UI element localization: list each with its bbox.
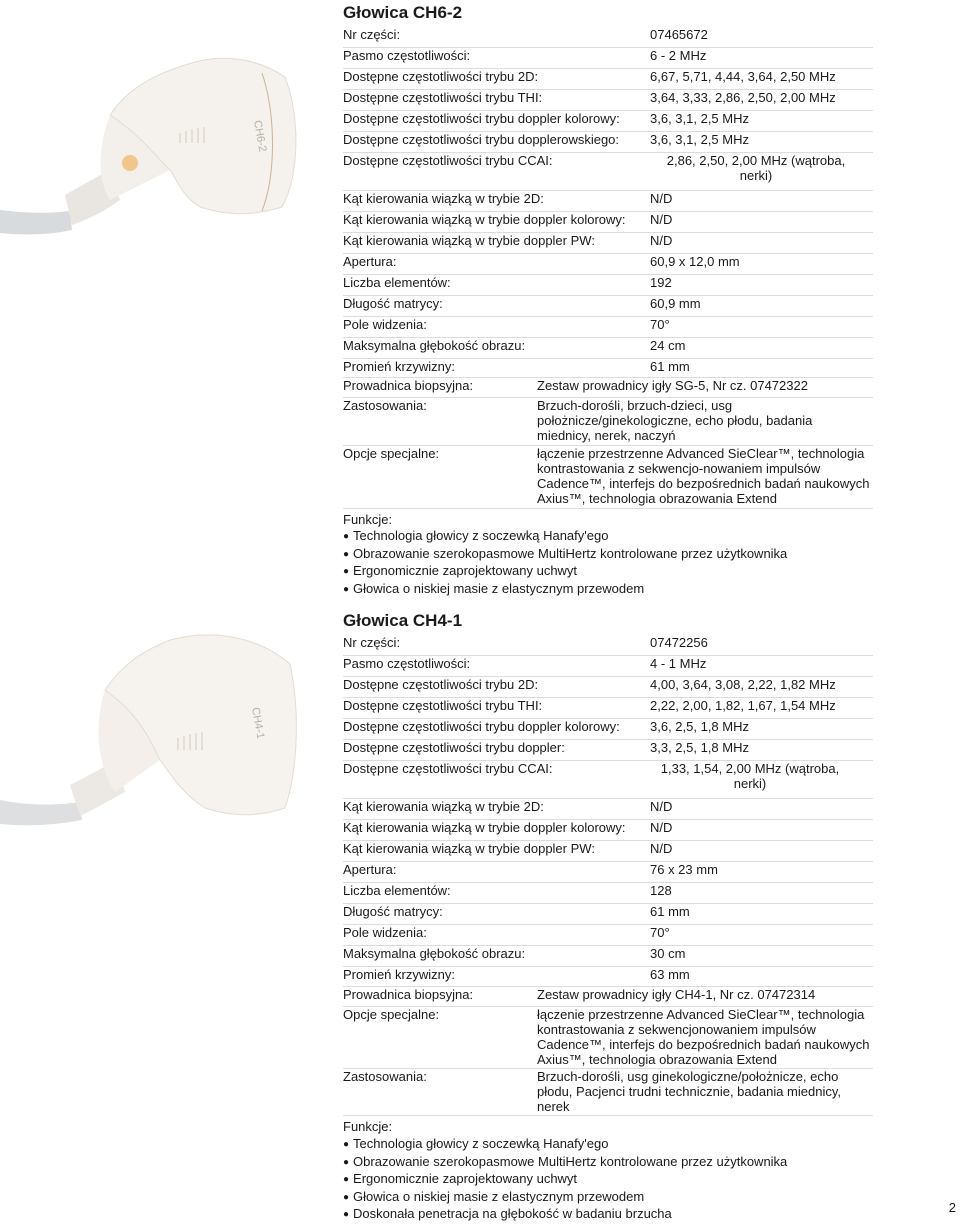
spec-value: 07472256: [650, 635, 708, 650]
section-title: Głowica CH6-2: [343, 3, 463, 22]
spec-row: [343, 656, 873, 677]
spec-row: [343, 359, 873, 378]
probe-illustration: [0, 620, 300, 860]
spec-label: Apertura:: [343, 254, 397, 269]
spec-label: Nr części:: [343, 27, 401, 42]
spec-row: [343, 1007, 873, 1069]
spec-value: Brzuch-dorośli, usg ginekologiczne/położnicze, echo płodu, Pacjenci trudni technicznie, badania miednicy, nerek: [537, 1069, 841, 1114]
spec-label: Pasmo częstotliwości:: [343, 656, 471, 671]
spec-row: [343, 132, 873, 153]
spec-value: N/D: [650, 820, 673, 835]
spec-label: Dostępne częstotliwości trybu doppler:: [343, 740, 565, 755]
spec-label: Liczba elementów:: [343, 275, 451, 290]
list-item: ● Obrazowanie szerokopasmowe MultiHertz kontrolowane przez użytkownika: [343, 546, 787, 564]
list-item: ● Głowica o niskiej masie z elastycznym przewodem: [343, 581, 787, 599]
spec-row: [343, 904, 873, 925]
spec-row: [343, 233, 873, 254]
spec-label: Kąt kierowania wiązką w trybie doppler PW:: [343, 841, 595, 856]
spec-label: Dostępne częstotliwości trybu THI:: [343, 90, 543, 105]
spec-row: [343, 820, 873, 841]
spec-row: [343, 740, 873, 761]
spec-value: N/D: [650, 191, 673, 206]
spec-label: Dostępne częstotliwości trybu 2D:: [343, 677, 539, 692]
spec-label: Opcje specjalne:: [343, 1007, 440, 1022]
spec-label: Dostępne częstotliwości trybu CCAI:: [343, 761, 553, 776]
list-item: ● Technologia głowicy z soczewką Hanafy'ego: [343, 1136, 787, 1154]
spec-label: Maksymalna głębokość obrazu:: [343, 946, 526, 961]
spec-row: [343, 761, 873, 799]
spec-value: 3,3, 2,5, 1,8 MHz: [650, 740, 749, 755]
spec-row: [343, 635, 873, 656]
spec-value: 128: [650, 883, 672, 898]
spec-row: [343, 799, 873, 820]
spec-value: 60,9 mm: [650, 296, 701, 311]
spec-value: Brzuch-dorośli, brzuch-dzieci, usg położnicze/ginekologiczne, echo płodu, badania miednicy, nerek, naczyń: [537, 398, 813, 443]
spec-value: 07465672: [650, 27, 708, 42]
spec-label: Prowadnica biopsyjna:: [343, 378, 474, 393]
spec-value: 60,9 x 12,0 mm: [650, 254, 740, 269]
spec-label: Kąt kierowania wiązką w trybie doppler kolorowy:: [343, 212, 626, 227]
spec-row: [343, 153, 873, 191]
spec-value: 76 x 23 mm: [650, 862, 718, 877]
spec-label: Dostępne częstotliwości trybu doppler kolorowy:: [343, 719, 620, 734]
spec-value: 61 mm: [650, 904, 690, 919]
features-list: [343, 1136, 787, 1224]
spec-label: Dostępne częstotliwości trybu dopplerowskiego:: [343, 132, 620, 147]
spec-label: Apertura:: [343, 862, 397, 877]
features-list: [343, 528, 787, 598]
spec-row: [343, 317, 873, 338]
spec-value: Zestaw prowadnicy igły SG-5, Nr cz. 07472322: [537, 378, 808, 393]
spec-row: [343, 987, 873, 1007]
spec-value: 63 mm: [650, 967, 690, 982]
spec-row: [343, 698, 873, 719]
spec-label: Dostępne częstotliwości trybu CCAI:: [343, 153, 553, 168]
spec-row: [343, 212, 873, 233]
spec-value: Zestaw prowadnicy igły CH4-1, Nr cz. 07472314: [537, 987, 816, 1002]
spec-value: 3,6, 3,1, 2,5 MHz: [650, 132, 749, 147]
spec-value: 30 cm: [650, 946, 686, 961]
spec-label: Kąt kierowania wiązką w trybie doppler PW:: [343, 233, 595, 248]
spec-label: Promień krzywizny:: [343, 359, 455, 374]
spec-row: [343, 254, 873, 275]
spec-label: Maksymalna głębokość obrazu:: [343, 338, 526, 353]
spec-label: Zastosowania:: [343, 1069, 427, 1084]
list-item: ● Głowica o niskiej masie z elastycznym przewodem: [343, 1189, 787, 1207]
spec-label: Kąt kierowania wiązką w trybie doppler kolorowy:: [343, 820, 626, 835]
spec-row: [343, 677, 873, 698]
spec-label: Kąt kierowania wiązką w trybie 2D:: [343, 799, 544, 814]
spec-row: [343, 27, 873, 48]
spec-value: 3,6, 2,5, 1,8 MHz: [650, 719, 749, 734]
spec-row: [343, 883, 873, 904]
spec-label: Prowadnica biopsyjna:: [343, 987, 474, 1002]
spec-value: 6 - 2 MHz: [650, 48, 707, 63]
spec-label: Nr części:: [343, 635, 401, 650]
page-number: 2: [948, 1200, 956, 1215]
spec-row: [343, 90, 873, 111]
spec-row: [343, 1069, 873, 1116]
probe-image-ch4-1: [0, 620, 300, 870]
spec-row: [343, 398, 873, 446]
spec-row: [343, 275, 873, 296]
spec-value: 70°: [650, 317, 670, 332]
spec-value: 4 - 1 MHz: [650, 656, 707, 671]
spec-label: Długość matrycy:: [343, 904, 443, 919]
spec-value: 3,6, 3,1, 2,5 MHz: [650, 111, 749, 126]
list-item: ● Ergonomicznie zaprojektowany uchwyt: [343, 563, 787, 581]
list-item: ● Obrazowanie szerokopasmowe MultiHertz kontrolowane przez użytkownika: [343, 1154, 787, 1172]
spec-value: łączenie przestrzenne Advanced SieClear™, technologia kontrastowania z sekwencjo-nowaniem impulsów Cadence™, interfejs do bezpośrednich badań naukowych Axius™, technologia obrazowania Extend: [537, 446, 870, 506]
section-title: Głowica CH4-1: [343, 611, 463, 630]
spec-value: 24 cm: [650, 338, 686, 353]
spec-value: 3,64, 3,33, 2,86, 2,50, 2,00 MHz: [650, 90, 836, 105]
spec-row: [343, 967, 873, 987]
spec-row: [343, 862, 873, 883]
spec-value: 6,67, 5,71, 4,44, 3,64, 2,50 MHz: [650, 69, 836, 84]
spec-value: 70°: [650, 925, 670, 940]
spec-value: 61 mm: [650, 359, 690, 374]
probe-label: CH6-2: [251, 119, 269, 153]
list-item: ● Doskonała penetracja na głębokość w badaniu brzucha: [343, 1206, 787, 1224]
spec-label: Promień krzywizny:: [343, 967, 455, 982]
list-item: ● Technologia głowicy z soczewką Hanafy'ego: [343, 528, 787, 546]
spec-value: 192: [650, 275, 672, 290]
spec-value: N/D: [650, 212, 673, 227]
features-heading: Funkcje:: [343, 1119, 393, 1134]
spec-value: 2,22, 2,00, 1,82, 1,67, 1,54 MHz: [650, 698, 836, 713]
list-item: ● Ergonomicznie zaprojektowany uchwyt: [343, 1171, 787, 1189]
spec-row: [343, 841, 873, 862]
spec-label: Pasmo częstotliwości:: [343, 48, 471, 63]
spec-row: [343, 378, 873, 398]
spec-value: 2,86, 2,50, 2,00 MHz (wątroba, nerki): [666, 153, 846, 183]
probe-label: CH4-1: [249, 706, 267, 740]
spec-label: Dostępne częstotliwości trybu THI:: [343, 698, 543, 713]
spec-label: Opcje specjalne:: [343, 446, 440, 461]
features-heading: Funkcje:: [343, 512, 393, 527]
spec-row: [343, 296, 873, 317]
spec-row: [343, 69, 873, 90]
spec-value: N/D: [650, 233, 673, 248]
spec-row: [343, 719, 873, 740]
spec-label: Dostępne częstotliwości trybu 2D:: [343, 69, 539, 84]
probe-image-ch6-2: [0, 25, 300, 275]
spec-value: łączenie przestrzenne Advanced SieClear™, technologia kontrastowania z sekwencjonowaniem impulsów Cadence™, interfejs do bezpośrednich badań naukowych Axius™, technologia obrazowania Extend: [537, 1007, 870, 1067]
spec-label: Liczba elementów:: [343, 883, 451, 898]
spec-value: N/D: [650, 799, 673, 814]
spec-row: [343, 191, 873, 212]
spec-label: Pole widzenia:: [343, 317, 427, 332]
spec-row: [343, 446, 873, 509]
spec-label: Kąt kierowania wiązką w trybie 2D:: [343, 191, 544, 206]
spec-label: Pole widzenia:: [343, 925, 427, 940]
spec-value: 4,00, 3,64, 3,08, 2,22, 1,82 MHz: [650, 677, 836, 692]
spec-label: Zastosowania:: [343, 398, 427, 413]
spec-label: Długość matrycy:: [343, 296, 443, 311]
spec-row: [343, 946, 873, 967]
spec-label: Dostępne częstotliwości trybu doppler kolorowy:: [343, 111, 620, 126]
spec-value: 1,33, 1,54, 2,00 MHz (wątroba, nerki): [660, 761, 840, 791]
spec-row: [343, 48, 873, 69]
spec-row: [343, 925, 873, 946]
spec-row: [343, 338, 873, 359]
probe-illustration: [0, 25, 300, 275]
spec-value: N/D: [650, 841, 673, 856]
spec-row: [343, 111, 873, 132]
